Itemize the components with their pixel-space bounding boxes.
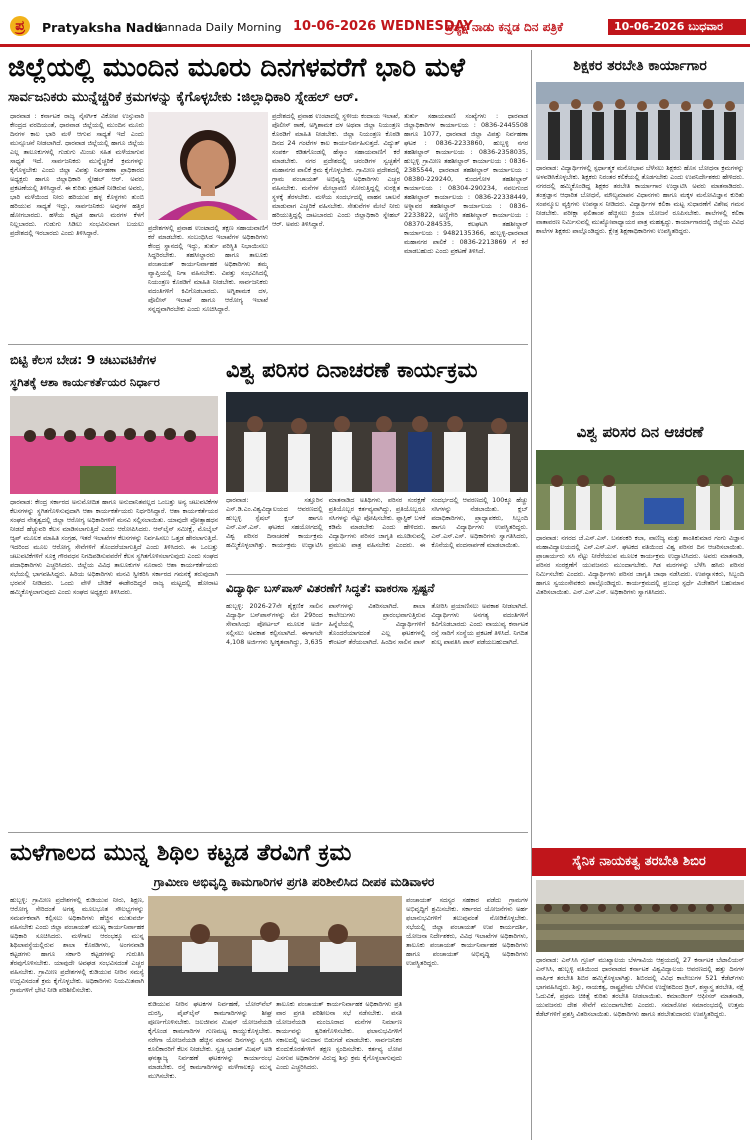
- masthead: [0, 0, 750, 44]
- building-headline: ಮಳೆಗಾಲದ ಮುನ್ನ ಶಿಥಿಲ ಕಟ್ಟಡ ತೆರವಿಗೆ ಕ್ರಮ: [10, 840, 352, 866]
- ncc-camp-headline: ಸೈನಿಕ ನಾಯಕತ್ವ ತರಬೇತಿ ಶಿಬಿರ: [572, 854, 706, 869]
- lead-column-4: ತುರ್ತು ಸಹಾಯವಾಣಿ ಸಂಖ್ಯೆಗಳು : ಧಾರವಾಡ ಜಿಲ್ಲಾಧಿಕಾರಿಗಳ ಕಾರ್ಯಾಲಯ : 0836-2445508 ಹಾಗೂ 1077, ಧಾರವಾಡ ಜಿಲ್ಲಾ ವಿಪತ್ತು ನಿರ್ವಹಣಾ ಘಟಕ : 0836-2233860, ಹುಬ್ಬಳ್ಳಿ ನಗರ ತಹಶೀಲ್ದಾರ್ ಕಾರ್ಯಾಲಯ : 0836-2358035, ಹುಬ್ಬಳ್ಳಿ ಗ್ರಾಮೀಣ ತಹಶೀಲ್ದಾರ್ ಕಾರ್ಯಾಲಯ : 0836-2385544, ಧಾರವಾಡ ತಹಶೀಲ್ದಾರ್ ಕಾರ್ಯಾಲಯ : 08380-229240, ಕುಂದಗೋಳ ತಹಶೀಲ್ದಾರ್ ಕಾರ್ಯಾಲಯ : 08304-290234, ನವಲಗುಂದ ತಹಶೀಲ್ದಾರ್ ಕಾರ್ಯಾಲಯ : 0836-22338449, ಅಳ್ನಾವರ ತಹಶೀಲ್ದಾರ್ ಕಾರ್ಯಾಲಯ : 0836-2233822, ಅಣ್ಣಿಗೇರಿ ತಹಶೀಲ್ದಾರ್ ಕಾರ್ಯಾಲಯ : 08370-284535, ಕಲಘಟಗಿ ತಹಶೀಲ್ದಾರ್ ಕಾರ್ಯಾಲಯ : 9482135366, ಹುಬ್ಬಳ್ಳಿ-ಧಾರವಾಡ ಮಹಾನಗರ ಪಾಲಿಕೆ : 0836-2213869 ಗೆ ಕರೆ ಮಾಡಬಹುದು ಎಂದು ಪ್ರಕಟಣೆ ತಿಳಿಸಿದೆ.: [404, 112, 528, 255]
- officials-meeting-photo: [148, 896, 402, 996]
- ncc-camp-body: ಧಾರವಾಡ: ಎನ್‌ಸಿಸಿ ಗ್ರೂಪ್ ಮುಖ್ಯಾಲಯ ಬೆಳಗಾವಿಯ ಆಶ್ರಯದಲ್ಲಿ 27 ಕರ್ನಾಟಕ ಬೆಟಾಲಿಯನ್ ಎನ್‌ಸಿಸಿ, ಹುಬ್ಬಳ್ಳಿ ವತಿಯಿಂದ ಧಾರವಾಡದ ಕರ್ನಾಟಕ ವಿಶ್ವವಿದ್ಯಾಲಯ ಆವರಣದಲ್ಲಿ ಹತ್ತು ದಿನಗಳ ವಾರ್ಷಿಕ ತರಬೇತಿ ಶಿಬಿರ ಹಮ್ಮಿಕೊಳ್ಳಲಾಗಿತ್ತು. ಶಿಬಿರದಲ್ಲಿ ವಿವಿಧ ಕಾಲೇಜುಗಳ 521 ಕೆಡೆಟ್‌ಗಳು ಭಾಗವಹಿಸಿದ್ದರು. ಶಿಸ್ತು, ನಾಯಕತ್ವ, ರಾಷ್ಟ್ರಪ್ರೇಮ ಬೆಳೆಸುವ ಉದ್ದೇಶದಿಂದ ಡ್ರಿಲ್, ಶಸ್ತ್ರಾಸ್ತ್ರ ತರಬೇತಿ, ನಕ್ಷೆ ಓದುವಿಕೆ, ಪ್ರಥಮ ಚಿಕಿತ್ಸೆ ಕುರಿತು ತರಬೇತಿ ನೀಡಲಾಯಿತು. ಕಮಾಂಡಿಂಗ್ ಆಫೀಸರ್ ಮಾತನಾಡಿ, ಯುವಜನರು ದೇಶ ಸೇವೆಗೆ ಮುಂದಾಗಬೇಕು ಎಂದರು. ಸಮಾರೋಪ ಸಮಾರಂಭದಲ್ಲಿ ಉತ್ತಮ ಕೆಡೆಟ್‌ಗಳಿಗೆ ಪ್ರಶಸ್ತಿ ವಿತರಿಸಲಾಯಿತು. ಅಧಿಕಾರಿಗಳು ಹಾಗೂ ತರಬೇತುದಾರರು ಉಪಸ್ಥಿತರಿದ್ದರು.: [536, 956, 744, 1018]
- teacher-training-body: ಧಾರವಾಡ: ವಿದ್ಯಾರ್ಥಿಗಳಲ್ಲಿ ಸ್ಪರ್ಧಾತ್ಮಕ ಮನೋಭಾವ ಬೆಳೆಸಲು ಶಿಕ್ಷಕರು ಹೊಸ ಬೋಧನಾ ಕ್ರಮಗಳನ್ನು ಅಳವಡಿಸಿಕೊಳ್ಳಬೇಕು. ಶಿಕ್ಷಕರು ನಿರಂತರ ಕಲಿಕೆಯಲ್ಲಿ ತೊಡಗಬೇಕು ಎಂದು ಉಪನಿರ್ದೇಶಕರು ಹೇಳಿದರು. ನಗರದಲ್ಲಿ ಹಮ್ಮಿಕೊಂಡಿದ್ದ ಶಿಕ್ಷಕರ ತರಬೇತಿ ಕಾರ್ಯಾಗಾರ ಉದ್ಘಾಟಿಸಿ ಅವರು ಮಾತನಾಡಿದರು. ತಂತ್ರಜ್ಞಾನ ಆಧಾರಿತ ಬೋಧನೆ, ಮೌಲ್ಯಮಾಪನ ವಿಧಾನಗಳು ಹಾಗೂ ಮಕ್ಕಳ ಮನೋವಿಜ್ಞಾನ ಕುರಿತು ಸಂಪನ್ಮೂಲ ವ್ಯಕ್ತಿಗಳು ಉಪನ್ಯಾಸ ನೀಡಿದರು. ವಿದ್ಯಾರ್ಥಿಗಳ ಕಲಿಕಾ ಮಟ್ಟ ಸುಧಾರಣೆಗೆ ವಿಶೇಷ ಗಮನ ನೀಡಬೇಕು. ಪರೀಕ್ಷಾ ಫಲಿತಾಂಶ ಹೆಚ್ಚಿಸಲು ಕ್ರಿಯಾ ಯೋಜನೆ ರೂಪಿಸಬೇಕು. ಶಾಲೆಗಳಲ್ಲಿ ಕಲಿಕಾ ವಾತಾವರಣ ನಿರ್ಮಿಸುವಲ್ಲಿ ಮುಖ್ಯೋಪಾಧ್ಯಾಯರ ಪಾತ್ರ ಮಹತ್ವದ್ದು. ಕಾರ್ಯಾಗಾರದಲ್ಲಿ ಜಿಲ್ಲೆಯ ವಿವಿಧ ಶಾಲೆಗಳ ಶಿಕ್ಷಕರು ಪಾಲ್ಗೊಂಡಿದ್ದರು. ಕ್ಷೇತ್ರ ಶಿಕ್ಷಣಾಧಿಕಾರಿಗಳು ಉಪಸ್ಥಿತರಿದ್ದರು.: [536, 164, 744, 235]
- newspaper-name: Pratyaksha Nadu: [42, 20, 163, 35]
- official-portrait-photo: [148, 112, 268, 220]
- bus-pass-headline: ವಿದ್ಯಾರ್ಥಿ ಬಸ್‌ಪಾಸ್ ವಿತರಣೆಗೆ ಸಿದ್ಧತೆ: ವಾಕರಸಾ ಸ್ಪಷ್ಟನೆ: [226, 581, 435, 595]
- lead-column-3: ಪ್ರದೇಶದಲ್ಲಿ ಪ್ರವಾಹ ಉಂಟಾದಲ್ಲಿ ಸ್ಥಳೀಯ ಕಂದಾಯ ಇಲಾಖೆ, ಪೊಲೀಸ್ ಠಾಣೆ, ಅಗ್ನಿಶಾಮಕ ದಳ ಅಥವಾ ಜಿಲ್ಲಾ ನಿಯಂತ್ರಣ ಕೊಠಡಿಗೆ ಮಾಹಿತಿ ನೀಡಬೇಕು. ಜಿಲ್ಲಾ ನಿಯಂತ್ರಣ ಕೊಠಡಿ ದಿನದ 24 ಗಂಟೆಗಳ ಕಾಲ ಕಾರ್ಯನಿರ್ವಹಿಸುತ್ತದೆ. ವಿದ್ಯುತ್ ಸಂಪರ್ಕ ಕಡಿತಗೊಂಡಲ್ಲಿ ಹೆಸ್ಕಾಂ ಸಹಾಯವಾಣಿಗೆ ಕರೆ ಮಾಡಬೇಕು. ನಗರ ಪ್ರದೇಶದಲ್ಲಿ ಚರಂಡಿಗಳ ಸ್ವಚ್ಛತೆಗೆ ಮಹಾನಗರ ಪಾಲಿಕೆ ಕ್ರಮ ಕೈಗೊಳ್ಳಬೇಕು. ಗ್ರಾಮೀಣ ಪ್ರದೇಶದಲ್ಲಿ ಗ್ರಾಮ ಪಂಚಾಯತ್ ಅಭಿವೃದ್ಧಿ ಅಧಿಕಾರಿಗಳು ಎಚ್ಚರ ವಹಿಸಬೇಕು. ಮನೆಗಳ ಮೇಲ್ಛಾವಣಿ ಸೋರುತ್ತಿದ್ದಲ್ಲಿ ಸುರಕ್ಷಿತ ಸ್ಥಳಕ್ಕೆ ತೆರಳಬೇಕು. ಮಳೆಯ ಸಂದರ್ಭದಲ್ಲಿ ವಾಹನ ಚಾಲನೆ ಮಾಡುವಾಗ ಎಚ್ಚರಿಕೆ ವಹಿಸಬೇಕು. ಸೇತುವೆಗಳ ಮೇಲೆ ನೀರು ಹರಿಯುತ್ತಿದ್ದಲ್ಲಿ ದಾಟಬಾರದು ಎಂದು ಜಿಲ್ಲಾಧಿಕಾರಿ ಸ್ನೇಹಲ್ ಆರ್. ಅವರು ತಿಳಿಸಿದ್ದಾರೆ.: [272, 112, 400, 228]
- bus-pass-article-body: ಹುಬ್ಬಳ್ಳಿ: 2026-27ನೇ ಶೈಕ್ಷಣಿಕ ಸಾಲಿನ ವಿದ್ಯಾರ್ಥಿ ಬಸ್‌ಪಾಸ್‌ಗಳನ್ನು ಮೇ 29ರಿಂದ ಸೇವಾಸಿಂಧು ಪೋರ್ಟಲ್ ಮೂಲಕ ಅರ್ಜಿ ಸಲ್ಲಿಸಲು ಅವಕಾಶ ಕಲ್ಪಿಸಲಾಗಿದೆ. ಈಗಾಗಲೇ 4,108 ಅರ್ಜಿಗಳು ಸ್ವೀಕೃತವಾಗಿದ್ದು, 3,635 ಪಾಸ್‌ಗಳನ್ನು ವಿತರಿಸಲಾಗಿದೆ. ಶಾಲಾ ಕಾಲೇಜುಗಳು ಪ್ರಾರಂಭವಾಗುತ್ತಿರುವ ಹಿನ್ನೆಲೆಯಲ್ಲಿ ವಿದ್ಯಾರ್ಥಿಗಳಿಗೆ ತೊಂದರೆಯಾಗದಂತೆ ಎಲ್ಲ ಘಟಕಗಳಲ್ಲಿ ಕೌಂಟರ್ ತೆರೆಯಲಾಗಿದೆ. ಹಿಂದಿನ ಸಾಲಿನ ಪಾಸ್ ತೋರಿಸಿ ಪ್ರಯಾಣಿಸಲು ಅವಕಾಶ ನೀಡಲಾಗಿದೆ. ವಿದ್ಯಾರ್ಥಿಗಳು ಅನಗತ್ಯ ವದಂತಿಗಳಿಗೆ ಕಿವಿಗೊಡಬಾರದು ಎಂದು ವಾಯುವ್ಯ ಕರ್ನಾಟಕ ರಸ್ತೆ ಸಾರಿಗೆ ಸಂಸ್ಥೆಯ ಪ್ರಕಟಣೆ ತಿಳಿಸಿದೆ. ನಿಗದಿತ ಶುಲ್ಕ ಪಾವತಿಸಿ ಪಾಸ್ ಪಡೆಯಬಹುದಾಗಿದೆ.: [226, 602, 528, 646]
- environment-headline: ವಿಶ್ವ ಪರಿಸರ ದಿನಾಚರಣೆ ಕಾರ್ಯಕ್ರಮ: [226, 358, 478, 382]
- asha-headline-line-2: ಸ್ಥಗಿತಕ್ಕೆ ಆಶಾ ಕಾರ್ಯಕರ್ತೆಯರ ನಿರ್ಧಾರ: [10, 375, 160, 389]
- sidebar-divider: [531, 50, 532, 1140]
- building-subhead: ಗ್ರಾಮೀಣ ಅಭಿವೃದ್ಧಿ ಕಾಮಗಾರಿಗಳ ಪ್ರಗತಿ ಪರಿಶೀಲಿಸಿದ ದೀಪಕ ಮಡಿವಾಳರ: [153, 875, 435, 889]
- ncc-cadets-photo: [536, 880, 744, 952]
- eco-day-headline: ವಿಶ್ವ ಪರಿಸರ ದಿನ ಆಚರಣೆ: [576, 423, 704, 441]
- environment-event-photo: [226, 392, 528, 492]
- divider: [226, 574, 528, 575]
- eco-day-photo: [536, 450, 744, 530]
- masthead-date-kannada: 10-06-2026 ಬುಧವಾರ: [608, 19, 746, 35]
- divider: [8, 344, 528, 345]
- building-column-4: ಪಂಚಾಯತ್ ಸದಸ್ಯರ ಸಹಕಾರ ಪಡೆದು ಗ್ರಾಮಗಳ ಅಭಿವೃದ್ಧಿಗೆ ಶ್ರಮಿಸಬೇಕು. ಸರ್ಕಾರದ ಯೋಜನೆಗಳು ಅರ್ಹ ಫಲಾನುಭವಿಗಳಿಗೆ ತಲುಪುವಂತೆ ನೋಡಿಕೊಳ್ಳಬೇಕು. ಸಭೆಯಲ್ಲಿ ಜಿಲ್ಲಾ ಪಂಚಾಯತ್ ಉಪ ಕಾರ್ಯದರ್ಶಿ, ಯೋಜನಾ ನಿರ್ದೇಶಕರು, ವಿವಿಧ ಇಲಾಖೆಗಳ ಅಧಿಕಾರಿಗಳು, ತಾಲೂಕು ಪಂಚಾಯತ್ ಕಾರ್ಯನಿರ್ವಾಹಕ ಅಧಿಕಾರಿಗಳು ಹಾಗೂ ಪಂಚಾಯತ್ ಅಭಿವೃದ್ಧಿ ಅಧಿಕಾರಿಗಳು ಉಪಸ್ಥಿತರಿದ್ದರು.: [406, 896, 528, 967]
- lead-headline: ಜಿಲ್ಲೆಯಲ್ಲಿ ಮುಂದಿನ ಮೂರು ದಿನಗಳವರೆಗೆ ಭಾರಿ ಮಳೆ: [8, 53, 465, 83]
- lead-column-1: ಧಾರವಾಡ : ಕರ್ನಾಟಕ ರಾಜ್ಯ ನೈಸರ್ಗಿಕ ವಿಕೋಪ ಉಸ್ತುವಾರಿ ಕೇಂದ್ರದ ವರದಿಯಂತೆ, ಧಾರವಾಡ ಜಿಲ್ಲೆಯಲ್ಲಿ ಮುಂದಿನ ಮೂರು ದಿನಗಳ ಕಾಲ ಭಾರಿ ಮಳೆ ಆಗುವ ಸಾಧ್ಯತೆ ಇದೆ ಎಂದು ಮುನ್ಸೂಚನೆ ನೀಡಲಾಗಿದೆ. ಧಾರವಾಡ ಜಿಲ್ಲೆಯಲ್ಲಿ ಹಾಗೂ ಜಿಲ್ಲೆಯ ಎಲ್ಲ ತಾಲೂಕುಗಳಲ್ಲಿ ಗುಡುಗು ಮಿಂಚು ಸಹಿತ ಮಳೆಯಾಗುವ ಸಾಧ್ಯತೆ ಇದೆ. ಸಾರ್ವಜನಿಕರು ಮುನ್ನೆಚ್ಚರಿಕೆ ಕ್ರಮಗಳನ್ನು ಕೈಗೊಳ್ಳಬೇಕು ಎಂದು ಜಿಲ್ಲಾ ವಿಪತ್ತು ನಿರ್ವಹಣಾ ಪ್ರಾಧಿಕಾರದ ಅಧ್ಯಕ್ಷರು ಹಾಗೂ ಜಿಲ್ಲಾಧಿಕಾರಿ ಸ್ನೇಹಲ್ ಆರ್. ಅವರು ಪ್ರಕಟಣೆಯಲ್ಲಿ ತಿಳಿಸಿದ್ದಾರೆ. ಈ ಕುರಿತು ಪ್ರಕಟಣೆ ನೀಡಿರುವ ಅವರು, ಭಾರಿ ಮಳೆಯಿಂದ ನೀರು ಹರಿಯುವ ಹಳ್ಳ ಕೊಳ್ಳಗಳು ತುಂಬಿ ಹರಿಯುವ ಸಾಧ್ಯತೆ ಇದ್ದು, ಸಾರ್ವಜನಿಕರು ಅವುಗಳ ಹತ್ತಿರ ಹೋಗಬಾರದು. ಹಳೆಯ ಕಟ್ಟಡ ಹಾಗೂ ಮರಗಳ ಕೆಳಗೆ ನಿಲ್ಲಬಾರದು. ಗುಡುಗು ಸಿಡಿಲು ಸಂಭವಿಸುವಾಗ ಬಯಲು ಪ್ರದೇಶದಲ್ಲಿ ಇರಬಾರದು ಎಂದು ತಿಳಿಸಿದ್ದಾರೆ.: [10, 112, 144, 237]
- building-column-3: ತಾಲೂಕು ಪಂಚಾಯತ್ ಕಾರ್ಯನಿರ್ವಾಹಕ ಅಧಿಕಾರಿಗಳು ಪ್ರತಿ ವಾರ ಪ್ರಗತಿ ಪರಿಶೀಲನಾ ಸಭೆ ನಡೆಸಬೇಕು. ವಸತಿ ಯೋಜನೆಯಡಿ ಮಂಜೂರಾದ ಮನೆಗಳ ನಿರ್ಮಾಣ ಕಾರ್ಯವನ್ನು ತ್ವರಿತಗೊಳಿಸಬೇಕು. ಫಲಾನುಭವಿಗಳಿಗೆ ಸಕಾಲದಲ್ಲಿ ಅನುದಾನ ಬಿಡುಗಡೆ ಮಾಡಬೇಕು. ಸಾರ್ವಜನಿಕರ ಕುಂದುಕೊರತೆಗಳಿಗೆ ತಕ್ಷಣ ಸ್ಪಂದಿಸಬೇಕು. ಕರ್ತವ್ಯ ಲೋಪ ಎಸಗುವ ಅಧಿಕಾರಿಗಳ ವಿರುದ್ಧ ಶಿಸ್ತು ಕ್ರಮ ಕೈಗೊಳ್ಳಲಾಗುವುದು ಎಂದು ಎಚ್ಚರಿಸಿದರು.: [276, 1000, 402, 1071]
- newspaper-name-kannada: ಪ್ರತ್ಯಕ್ಷ ನಾಡು ಕನ್ನಡ ದಿನ ಪತ್ರಿಕೆ: [445, 20, 564, 34]
- eco-day-body: ಧಾರವಾಡ: ನಗರದ ಜೆ.ಎಸ್.ಎಸ್. ಬನಶಂಕರಿ ಕಲಾ, ವಾಣಿಜ್ಯ ಮತ್ತು ಶಾಂತಿಕುಮಾರ ಗಂಗು ವಿಜ್ಞಾನ ಮಹಾವಿದ್ಯಾಲಯದಲ್ಲಿ ಎನ್.ಎಸ್.ಎಸ್. ಘಟಕದ ವತಿಯಿಂದ ವಿಶ್ವ ಪರಿಸರ ದಿನ ಆಚರಿಸಲಾಯಿತು. ಪ್ರಾಚಾರ್ಯರು ಸಸಿ ನೆಟ್ಟು ನೀರೆರೆಯುವ ಮೂಲಕ ಕಾರ್ಯಕ್ರಮ ಉದ್ಘಾಟಿಸಿದರು. ಅವರು ಮಾತನಾಡಿ, ಪರಿಸರ ಸಂರಕ್ಷಣೆಗೆ ಯುವಜನರು ಮುಂದಾಗಬೇಕು. ಗಿಡ ಮರಗಳನ್ನು ಬೆಳೆಸಿ ಹಸಿರು ಪರಿಸರ ನಿರ್ಮಿಸಬೇಕು ಎಂದರು. ವಿದ್ಯಾರ್ಥಿಗಳು ಪರಿಸರ ಜಾಗೃತಿ ಜಾಥಾ ನಡೆಸಿದರು. ಉಪನ್ಯಾಸಕರು, ಸಿಬ್ಬಂದಿ ಹಾಗೂ ಸ್ವಯಂಸೇವಕರು ಪಾಲ್ಗೊಂಡಿದ್ದರು. ಕಾರ್ಯಕ್ರಮದಲ್ಲಿ ಪ್ರಬಂಧ ಸ್ಪರ್ಧೆ ವಿಜೇತರಿಗೆ ಬಹುಮಾನ ವಿತರಿಸಲಾಯಿತು. ಎನ್.ಎಸ್.ಎಸ್. ಅಧಿಕಾರಿಗಳು ಸ್ವಾಗತಿಸಿದರು.: [536, 534, 744, 596]
- masthead-date: 10-06-2026 WEDNESDAY: [293, 19, 473, 34]
- asha-workers-photo: [10, 396, 218, 494]
- asha-headline-line-1: ಬಿಟ್ಟಿ ಕೆಲಸ ಬೇಡ: 9 ಚಟುವಟಿಕೆಗಳ: [10, 352, 157, 367]
- ncc-headline-bar: [532, 848, 746, 876]
- masthead-rule: [0, 44, 750, 47]
- teacher-training-headline: ಶಿಕ್ಷಕರ ತರಬೇತಿ ಕಾರ್ಯಾಗಾರ: [573, 58, 707, 74]
- environment-article-body: ಧಾರವಾಡ: ಸತ್ತೂರಿನ ಎಸ್.ಡಿ.ಎಂ.ವಿಶ್ವವಿದ್ಯಾಲಯದ ಆವರಣದಲ್ಲಿ ಹುಬ್ಬಳ್ಳಿ ಸ್ಪೆಷಲ್ ಕ್ಲಬ್ ಹಾಗೂ ಎನ್.ಎಸ್.ಎಸ್. ಘಟಕದ ಸಹಯೋಗದಲ್ಲಿ ವಿಶ್ವ ಪರಿಸರ ದಿನಾಚರಣೆ ಕಾರ್ಯಕ್ರಮ ಹಮ್ಮಿಕೊಳ್ಳಲಾಗಿತ್ತು. ಕಾರ್ಯಕ್ರಮ ಉದ್ಘಾಟಿಸಿ ಮಾತನಾಡಿದ ಅತಿಥಿಗಳು, ಪರಿಸರ ಸಂರಕ್ಷಣೆ ಪ್ರತಿಯೊಬ್ಬರ ಕರ್ತವ್ಯವಾಗಿದ್ದು, ಪ್ರತಿಯೊಬ್ಬರೂ ಸಸಿಗಳನ್ನು ನೆಟ್ಟು ಪೋಷಿಸಬೇಕು. ಪ್ಲಾಸ್ಟಿಕ್ ಬಳಕೆ ಕಡಿಮೆ ಮಾಡಬೇಕು ಎಂದು ಹೇಳಿದರು. ವಿದ್ಯಾರ್ಥಿಗಳು ಪರಿಸರ ಜಾಗೃತಿ ಮೂಡಿಸುವಲ್ಲಿ ಪ್ರಮುಖ ಪಾತ್ರ ವಹಿಸಬೇಕು ಎಂದರು. ಈ ಸಂದರ್ಭದಲ್ಲಿ ಆವರಣದಲ್ಲಿ 100ಕ್ಕೂ ಹೆಚ್ಚು ಸಸಿಗಳನ್ನು ನೆಡಲಾಯಿತು. ಕ್ಲಬ್ ಪದಾಧಿಕಾರಿಗಳು, ಪ್ರಾಧ್ಯಾಪಕರು, ಸಿಬ್ಬಂದಿ ಹಾಗೂ ವಿದ್ಯಾರ್ಥಿಗಳು ಉಪಸ್ಥಿತರಿದ್ದರು. ಎನ್.ಎಸ್.ಎಸ್. ಅಧಿಕಾರಿಗಳು ಸ್ವಾಗತಿಸಿದರು, ಕೊನೆಯಲ್ಲಿ ವಂದನಾರ್ಪಣೆ ಮಾಡಲಾಯಿತು.: [226, 496, 528, 549]
- newspaper-logo: ಪ್ರ: [10, 16, 30, 36]
- teacher-training-photo: [536, 82, 744, 160]
- asha-article-body: ಧಾರವಾಡ: ಕೇಂದ್ರ ಸರ್ಕಾರದ ಅನುಮೋದಿತ ಹಾಗೂ ಅನುದಾನಿತವಲ್ಲದ ಒಂಬತ್ತು ಅನ್ಯ ಚಟುವಟಿಕೆಗಳ ಕೆಲಸಗಳನ್ನು ಸ್ಥಗಿತಗೊಳಿಸುವುದಾಗಿ ಆಶಾ ಕಾರ್ಯಕರ್ತೆಯರು ನಿರ್ಧರಿಸಿದ್ದಾರೆ. ಆಶಾ ಕಾರ್ಯಕರ್ತೆಯರ ಸಂಘದ ನೇತೃತ್ವದಲ್ಲಿ ಜಿಲ್ಲಾ ಆರೋಗ್ಯ ಅಧಿಕಾರಿಗಳಿಗೆ ಮನವಿ ಸಲ್ಲಿಸಲಾಯಿತು. ಯಾವುದೇ ಪ್ರೋತ್ಸಾಹಧನ ನೀಡದೆ ಹೆಚ್ಚುವರಿ ಕೆಲಸ ಮಾಡಿಸಲಾಗುತ್ತಿದೆ ಎಂದು ಆರೋಪಿಸಿದರು. ಆನ್‌ಲೈನ್ ಸಮೀಕ್ಷೆ, ಮೊಬೈಲ್ ಆ್ಯಪ್ ಮೂಲಕ ಮಾಹಿತಿ ಸಂಗ್ರಹ, ಇತರೆ ಇಲಾಖೆಗಳ ಕೆಲಸಗಳನ್ನು ನಿರ್ವಹಿಸಲು ಒತ್ತಡ ಹೇರಲಾಗುತ್ತಿದೆ. ಇದರಿಂದ ಮೂಲ ಆರೋಗ್ಯ ಸೇವೆಗಳಿಗೆ ತೊಂದರೆಯಾಗುತ್ತಿದೆ ಎಂದು ತಿಳಿಸಿದರು. ಈ ಒಂಬತ್ತು ಚಟುವಟಿಕೆಗಳಿಗೆ ಸೂಕ್ತ ಗೌರವಧನ ನಿಗದಿಪಡಿಸುವವರೆಗೆ ಕೆಲಸ ಸ್ಥಗಿತಗೊಳಿಸಲಾಗುವುದು ಎಂದು ಸಂಘದ ಪದಾಧಿಕಾರಿಗಳು ಎಚ್ಚರಿಸಿದರು. ಜಿಲ್ಲೆಯ ವಿವಿಧ ತಾಲೂಕುಗಳ ನೂರಾರು ಆಶಾ ಕಾರ್ಯಕರ್ತೆಯರು ಸಭೆಯಲ್ಲಿ ಭಾಗವಹಿಸಿದ್ದರು. ಹಿರಿಯ ಅಧಿಕಾರಿಗಳು ಮನವಿ ಸ್ವೀಕರಿಸಿ ಸರ್ಕಾರದ ಗಮನಕ್ಕೆ ತರುವುದಾಗಿ ಭರವಸೆ ನೀಡಿದರು. ಒಂದು ವೇಳೆ ಬೇಡಿಕೆ ಈಡೇರದಿದ್ದರೆ ರಾಜ್ಯ ಮಟ್ಟದಲ್ಲಿ ಹೋರಾಟ ಹಮ್ಮಿಕೊಳ್ಳಲಾಗುವುದು ಎಂದು ಸಂಘದ ಅಧ್ಯಕ್ಷರು ತಿಳಿಸಿದರು.: [10, 498, 218, 596]
- building-column-2: ಕುಡಿಯುವ ನೀರಿನ ಘಟಕಗಳ ನಿರ್ವಹಣೆ, ಬೋರ್‌ವೆಲ್ ದುರಸ್ತಿ, ಪೈಪ್‌ಲೈನ್ ಕಾಮಗಾರಿಗಳನ್ನು ಶೀಘ್ರ ಪೂರ್ಣಗೊಳಿಸಬೇಕು. ಜಲಜೀವನ ಮಿಷನ್ ಯೋಜನೆಯಡಿ ಕೈಗೊಂಡ ಕಾಮಗಾರಿಗಳ ಗುಣಮಟ್ಟ ಕಾಯ್ದುಕೊಳ್ಳಬೇಕು. ನರೇಗಾ ಯೋಜನೆಯಡಿ ಹೆಚ್ಚಿನ ಮಾನವ ದಿನಗಳನ್ನು ಸೃಜಿಸಿ ಕೂಲಿಕಾರರಿಗೆ ಕೆಲಸ ನೀಡಬೇಕು. ಸ್ವಚ್ಛ ಭಾರತ್ ಮಿಷನ್ ಅಡಿ ಘನತ್ಯಾಜ್ಯ ನಿರ್ವಹಣೆ ಘಟಕಗಳನ್ನು ಕಾರ್ಯಾರಂಭ ಮಾಡಬೇಕು. ರಸ್ತೆ ಕಾಮಗಾರಿಗಳನ್ನು ಮಳೆಗಾಲಕ್ಕೂ ಮುನ್ನ ಮುಗಿಸಬೇಕು.: [148, 1000, 272, 1080]
- divider: [8, 832, 528, 833]
- newspaper-tagline: Kannada Daily Morning: [154, 21, 282, 34]
- building-column-1: ಹುಬ್ಬಳ್ಳಿ: ಗ್ರಾಮೀಣ ಪ್ರದೇಶಗಳಲ್ಲಿ ಕುಡಿಯುವ ನೀರು, ಶಿಕ್ಷಣ, ಆರೋಗ್ಯ ಸೇರಿದಂತೆ ಅಗತ್ಯ ಮೂಲಭೂತ ಸೌಲಭ್ಯಗಳನ್ನು ಸಮರ್ಪಕವಾಗಿ ಕಲ್ಪಿಸಲು ಅಧಿಕಾರಿಗಳು ಹೆಚ್ಚಿನ ಮುತುವರ್ಜಿ ವಹಿಸಬೇಕು ಎಂದು ಜಿಲ್ಲಾ ಪಂಚಾಯತ್ ಮುಖ್ಯ ಕಾರ್ಯನಿರ್ವಾಹಕ ಅಧಿಕಾರಿ ಸೂಚಿಸಿದರು. ಮಳೆಗಾಲ ಆರಂಭಕ್ಕೂ ಮುನ್ನ ಶಿಥಿಲಾವಸ್ಥೆಯಲ್ಲಿರುವ ಶಾಲಾ ಕೊಠಡಿಗಳು, ಅಂಗನವಾಡಿ ಕಟ್ಟಡಗಳು ಹಾಗೂ ಸರ್ಕಾರಿ ಕಟ್ಟಡಗಳನ್ನು ಗುರುತಿಸಿ ತೆರವುಗೊಳಿಸಬೇಕು. ಯಾವುದೇ ಅವಘಡ ಸಂಭವಿಸದಂತೆ ಎಚ್ಚರ ವಹಿಸಬೇಕು. ಗ್ರಾಮೀಣ ಪ್ರದೇಶಗಳಲ್ಲಿ ಕುಡಿಯುವ ನೀರಿನ ಸಮಸ್ಯೆ ಉದ್ಭವಿಸದಂತೆ ಕ್ರಮ ಕೈಗೊಳ್ಳಬೇಕು. ಅಧಿಕಾರಿಗಳು ನಿಯಮಿತವಾಗಿ ಗ್ರಾಮಗಳಿಗೆ ಭೇಟಿ ನೀಡಿ ಪರಿಶೀಲಿಸಬೇಕು.: [10, 896, 144, 994]
- lead-subhead: ಸಾರ್ವಜನಿಕರು ಮುನ್ನೆಚ್ಚರಿಕೆ ಕ್ರಮಗಳನ್ನು ಕೈಗೊಳ್ಳಬೇಕು :ಜಿಲ್ಲಾಧಿಕಾರಿ ಸ್ನೇಹಲ್ ಆರ್.: [8, 90, 359, 105]
- lead-column-2b: ಪ್ರದೇಶಗಳಲ್ಲಿ ಪ್ರವಾಹ ಉಂಟಾದಲ್ಲಿ ತಕ್ಷಣ ಸಹಾಯವಾಣಿಗೆ ಕರೆ ಮಾಡಬೇಕು. ಸಂಬಂಧಿಸಿದ ಇಲಾಖೆಗಳ ಅಧಿಕಾರಿಗಳು ಕೇಂದ್ರ ಸ್ಥಾನದಲ್ಲಿ ಇದ್ದು, ತುರ್ತು ಪರಿಸ್ಥಿತಿ ನಿಭಾಯಿಸಲು ಸಿದ್ಧರಿರಬೇಕು. ತಹಸೀಲ್ದಾರರು ಹಾಗೂ ತಾಲೂಕು ಪಂಚಾಯತ್ ಕಾರ್ಯನಿರ್ವಾಹಕ ಅಧಿಕಾರಿಗಳು ತಮ್ಮ ವ್ಯಾಪ್ತಿಯಲ್ಲಿ ನಿಗಾ ವಹಿಸಬೇಕು. ವಿಪತ್ತು ಸಂಭವಿಸಿದಲ್ಲಿ ನಿಯಂತ್ರಣ ಕೊಠಡಿಗೆ ಮಾಹಿತಿ ನೀಡಬೇಕು. ಸಾರ್ವಜನಿಕರು ವದಂತಿಗಳಿಗೆ ಕಿವಿಗೊಡಬಾರದು. ಅಗ್ನಿಶಾಮಕ ದಳ, ಪೊಲೀಸ್ ಇಲಾಖೆ ಹಾಗೂ ಆರೋಗ್ಯ ಇಲಾಖೆ ಸನ್ನದ್ಧವಾಗಿರಬೇಕು ಎಂದು ಸೂಚಿಸಿದ್ದಾರೆ.: [148, 224, 268, 313]
